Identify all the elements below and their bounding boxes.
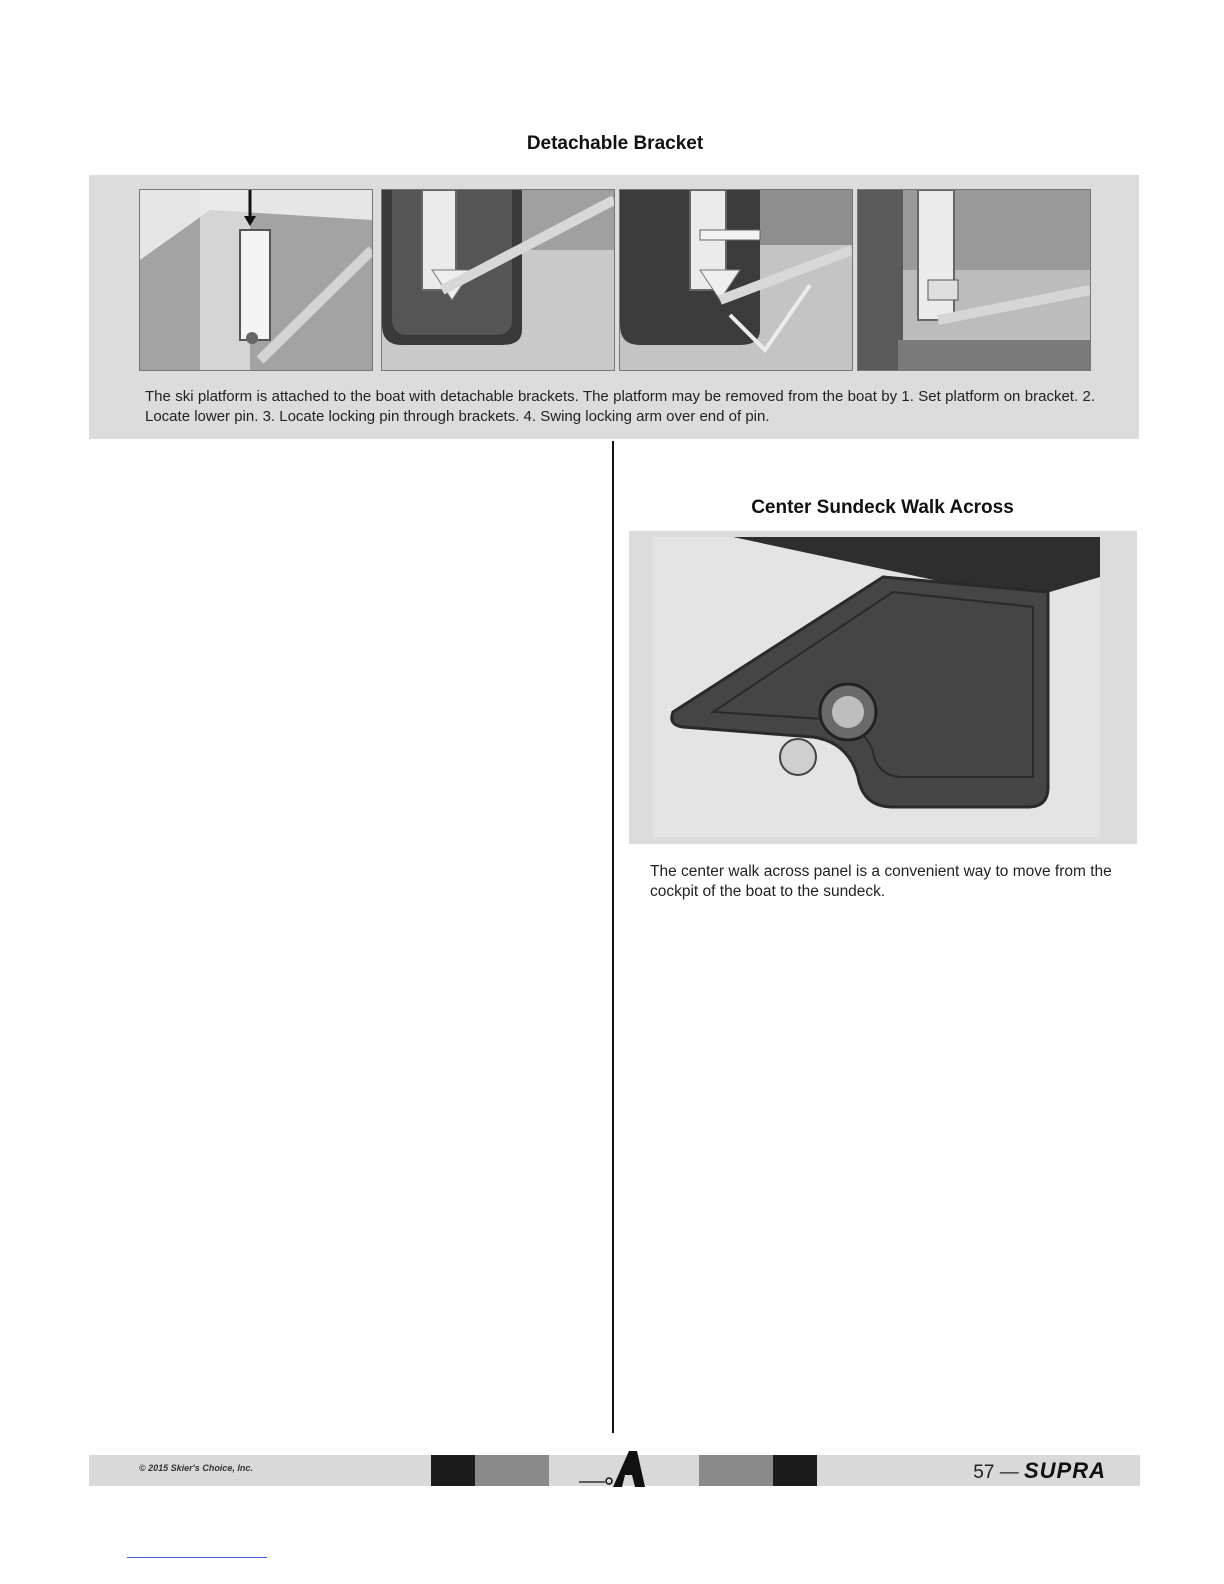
bottom-underline <box>127 1557 267 1558</box>
page-number-group <box>973 1458 1106 1484</box>
bracket-caption: The ski platform is attached to the boat with detachable brackets. The platform may be removed from the boat by 1. Set platform on bracket. 2. Locate lower pin. 3. Locate locking pin through brackets. 4. Swing locking arm over end of pin. <box>145 388 1095 425</box>
footer-block-gray-right <box>699 1455 773 1486</box>
bracket-section-title: Detachable Bracket <box>526 133 704 154</box>
footer-block-dark-left <box>431 1455 475 1486</box>
footer-block-dark-right <box>773 1455 817 1486</box>
bracket-photo-step-2 <box>381 189 615 371</box>
copyright-text: © 2015 Skier's Choice, Inc. <box>139 1463 253 1473</box>
bracket-photo-step-3 <box>619 189 853 371</box>
bracket-photo-step-4 <box>857 189 1091 371</box>
brand-name: SUPRA <box>1023 1458 1106 1483</box>
brand-logo-icon <box>579 1447 659 1491</box>
sundeck-walk-across-photo <box>653 537 1100 837</box>
bracket-photo-step-1 <box>139 189 373 371</box>
column-divider <box>612 441 614 1433</box>
sundeck-section-title: Center Sundeck Walk Across <box>751 497 1014 518</box>
page-separator: — <box>999 1462 1019 1483</box>
footer-bar <box>89 1455 1140 1486</box>
footer-block-gray-left <box>475 1455 549 1486</box>
sundeck-photo-frame <box>629 531 1137 844</box>
sundeck-caption: The center walk across panel is a convenient way to move from the cockpit of the boat to the sundeck. <box>650 863 1112 900</box>
bracket-photo-panel <box>89 175 1139 439</box>
page-number: 57 <box>973 1462 995 1483</box>
